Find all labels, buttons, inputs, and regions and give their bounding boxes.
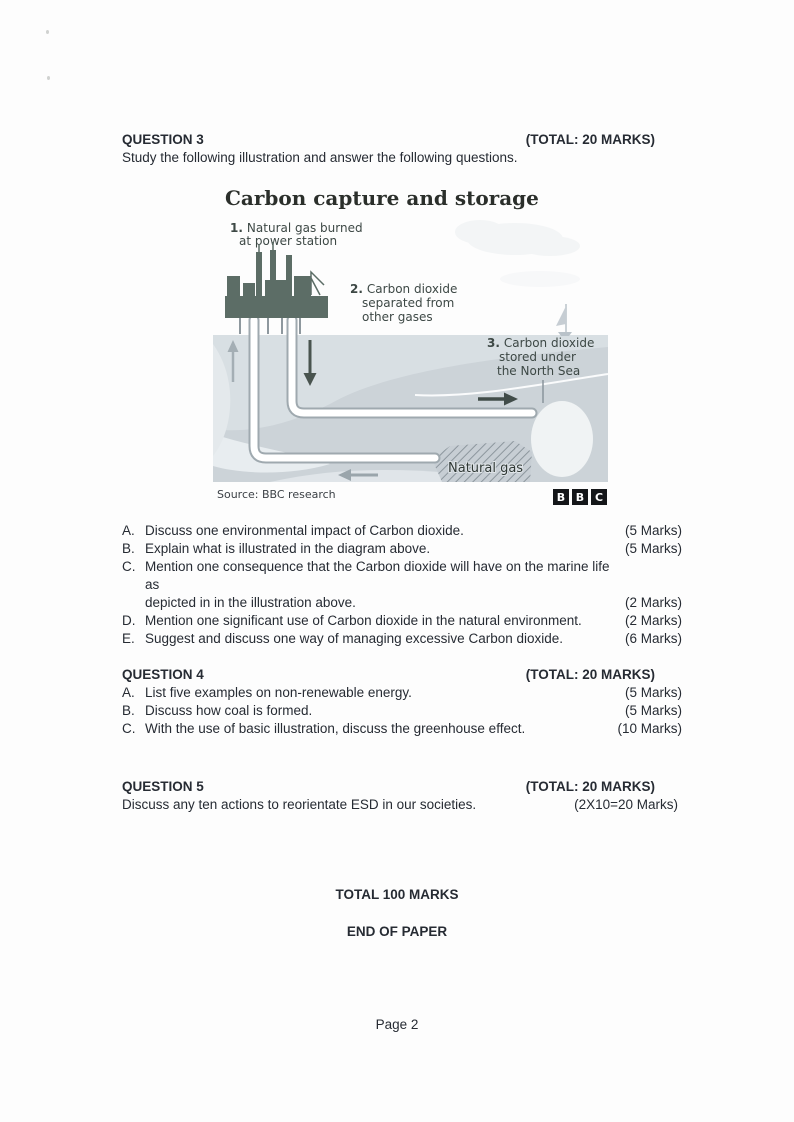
item-text: Mention one consequence that the Carbon dioxide will have on the marine life as depicted in in the illustration above. (145, 559, 610, 610)
source-caption: Source: BBC research (217, 488, 336, 501)
item-marks: (10 Marks) (617, 721, 682, 736)
question5-header (122, 778, 655, 796)
item-text: Discuss one environmental impact of Carbon dioxide. (145, 523, 464, 538)
question3-items (122, 522, 682, 648)
question5-body (122, 796, 678, 814)
svg-text:2.Carbon dioxide: 2. Carbon dioxide (350, 282, 458, 296)
question3-header (122, 131, 655, 149)
question5-heading: QUESTION 5 (122, 779, 204, 794)
item-letter: E. (122, 631, 135, 646)
item-text: List five examples on non-renewable energy. (145, 685, 412, 700)
question-item-row (122, 558, 682, 612)
clouds-illustration (455, 220, 580, 287)
item-text: Mention one significant use of Carbon dioxide in the natural environment. (145, 613, 582, 628)
item-marks: (5 Marks) (625, 685, 682, 700)
end-of-paper-line: END OF PAPER (346, 924, 448, 939)
item-marks: (6 Marks) (625, 631, 682, 646)
svg-text:1.Natural gas burned: 1. Natural gas burned (230, 221, 363, 235)
svg-text:C: C (594, 491, 604, 504)
svg-text:other gases: other gases (362, 310, 433, 324)
question-item-row (122, 612, 682, 630)
question3-total-marks: (TOTAL: 20 MARKS) (525, 132, 655, 147)
question-item-row (122, 684, 682, 702)
question-item-row (122, 540, 682, 558)
svg-text:B: B (575, 491, 585, 504)
svg-text:stored under: stored under (499, 350, 576, 364)
item-letter: A. (122, 523, 135, 538)
ccs-diagram (210, 184, 612, 514)
question-item-row (122, 702, 682, 720)
item-text: Suggest and discuss one way of managing excessive Carbon dioxide. (145, 631, 563, 646)
sailboat-icon (556, 304, 572, 336)
svg-text:B: B (556, 491, 566, 504)
scan-speck (47, 76, 50, 80)
svg-text:the North Sea: the North Sea (497, 364, 581, 378)
question4-header (122, 666, 655, 684)
bbc-logo (553, 489, 607, 505)
item-letter: B. (122, 703, 135, 718)
item-letter: D. (122, 613, 136, 628)
question4-total-marks: (TOTAL: 20 MARKS) (525, 667, 655, 682)
scan-speck (46, 30, 49, 34)
question3-intro: Study the following illustration and answer the following questions. (122, 150, 518, 165)
item-marks: (5 Marks) (625, 703, 682, 718)
svg-text:separated from: separated from (362, 296, 455, 310)
item-letter: C. (122, 721, 136, 736)
item-marks: (2 Marks) (625, 595, 682, 610)
question3-heading: QUESTION 3 (122, 132, 204, 147)
question-item-row (122, 630, 682, 648)
page-number: Page 2 (375, 1017, 419, 1032)
step-1-label (230, 221, 363, 248)
power-station-illustration (225, 242, 328, 318)
item-text: Explain what is illustrated in the diagram above. (145, 541, 431, 556)
step-2-label (350, 282, 457, 324)
item-text: With the use of basic illustration, discuss the greenhouse effect. (145, 721, 526, 736)
item-text: Discuss how coal is formed. (145, 703, 313, 718)
question4-items (122, 684, 682, 738)
item-letter: B. (122, 541, 135, 556)
question5-marks: (2X10=20 Marks) (574, 797, 678, 812)
item-marks: (5 Marks) (625, 523, 682, 538)
item-letter: C. (122, 559, 136, 574)
total-marks-line: TOTAL 100 MARKS (335, 887, 459, 902)
item-marks: (2 Marks) (625, 613, 682, 628)
question5-total-marks: (TOTAL: 20 MARKS) (525, 779, 655, 794)
diagram-title: Carbon capture and storage (225, 186, 539, 210)
storage-reservoir (531, 401, 593, 477)
svg-text:3.Carbon dioxide: 3. Carbon dioxide (487, 336, 595, 350)
natural-gas-label: Natural gas (448, 461, 524, 476)
svg-text:at power station: at power station (239, 234, 338, 248)
question-item-row (122, 522, 682, 540)
item-marks: (5 Marks) (625, 541, 682, 556)
question-item-row (122, 720, 682, 738)
question4-heading: QUESTION 4 (122, 667, 204, 682)
item-letter: A. (122, 685, 135, 700)
question5-text: Discuss any ten actions to reorientate ESD in our societies. (122, 797, 477, 812)
